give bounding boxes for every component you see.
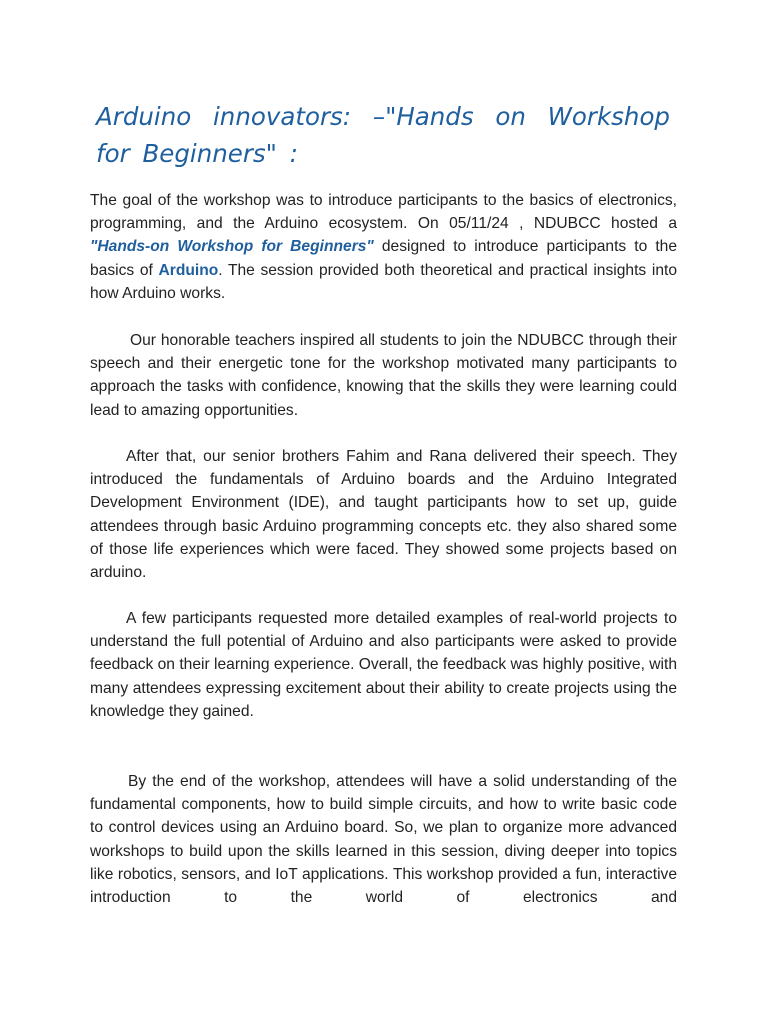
paragraph-intro <box>90 189 677 305</box>
paragraph-feedback: A few participants requested more detailed examples of real-world projects to understand the full potential of Arduino and also participants were asked to provide feedback on their learning experience. Overall, the feedback was highly positive, with many attendees expressing excitement about their ability to create projects using the knowledge they gained. <box>90 610 677 720</box>
paragraph-conclusion: By the end of the workshop, attendees will have a solid understanding of the fundamental components, how to build simple circuits, and how to write basic code to control devices using an Arduino board. So, we plan to organize more advanced workshops to build upon the skills learned in this session, diving deeper into topics like robotics, sensors, and IoT applications. This workshop provided a fun, interactive introduction to the world of electronics and <box>90 773 677 907</box>
paragraph-intro-text-b: designed to introduce participants to the basics of <box>90 238 677 279</box>
paragraph-intro-text-a: The goal of the workshop was to introduce participants to the basics of electronics, programming, and the Arduino ecosystem. On 05/11/24 , NDUBCC hosted a <box>90 192 677 233</box>
document-title: Arduino innovators: –"Hands on Workshop for Beginners" : <box>96 102 670 168</box>
workshop-name-highlight: "Hands-on Workshop for Beginners" <box>90 238 374 256</box>
paragraph-intro-text-c: . The session provided both theoretical and practical insights into how Arduino works. <box>90 261 677 302</box>
paragraph-teachers: Our honorable teachers inspired all students to join the NDUBCC through their speech and their energetic tone for the workshop motivated many participants to approach the tasks with confidence, knowing that the skills they were learning could lead to amazing opportunities. <box>90 332 677 419</box>
paragraph-seniors: After that, our senior brothers Fahim and Rana delivered their speech. They introduced the fundamentals of Arduino boards and the Arduino Integrated Development Environment (IDE), and taught participants how to set up, guide attendees through basic Arduino programming concepts etc. they also shared some of those life experiences which were faced. They showed some projects based on arduino. <box>90 448 677 582</box>
arduino-keyword: Arduino <box>158 261 219 279</box>
